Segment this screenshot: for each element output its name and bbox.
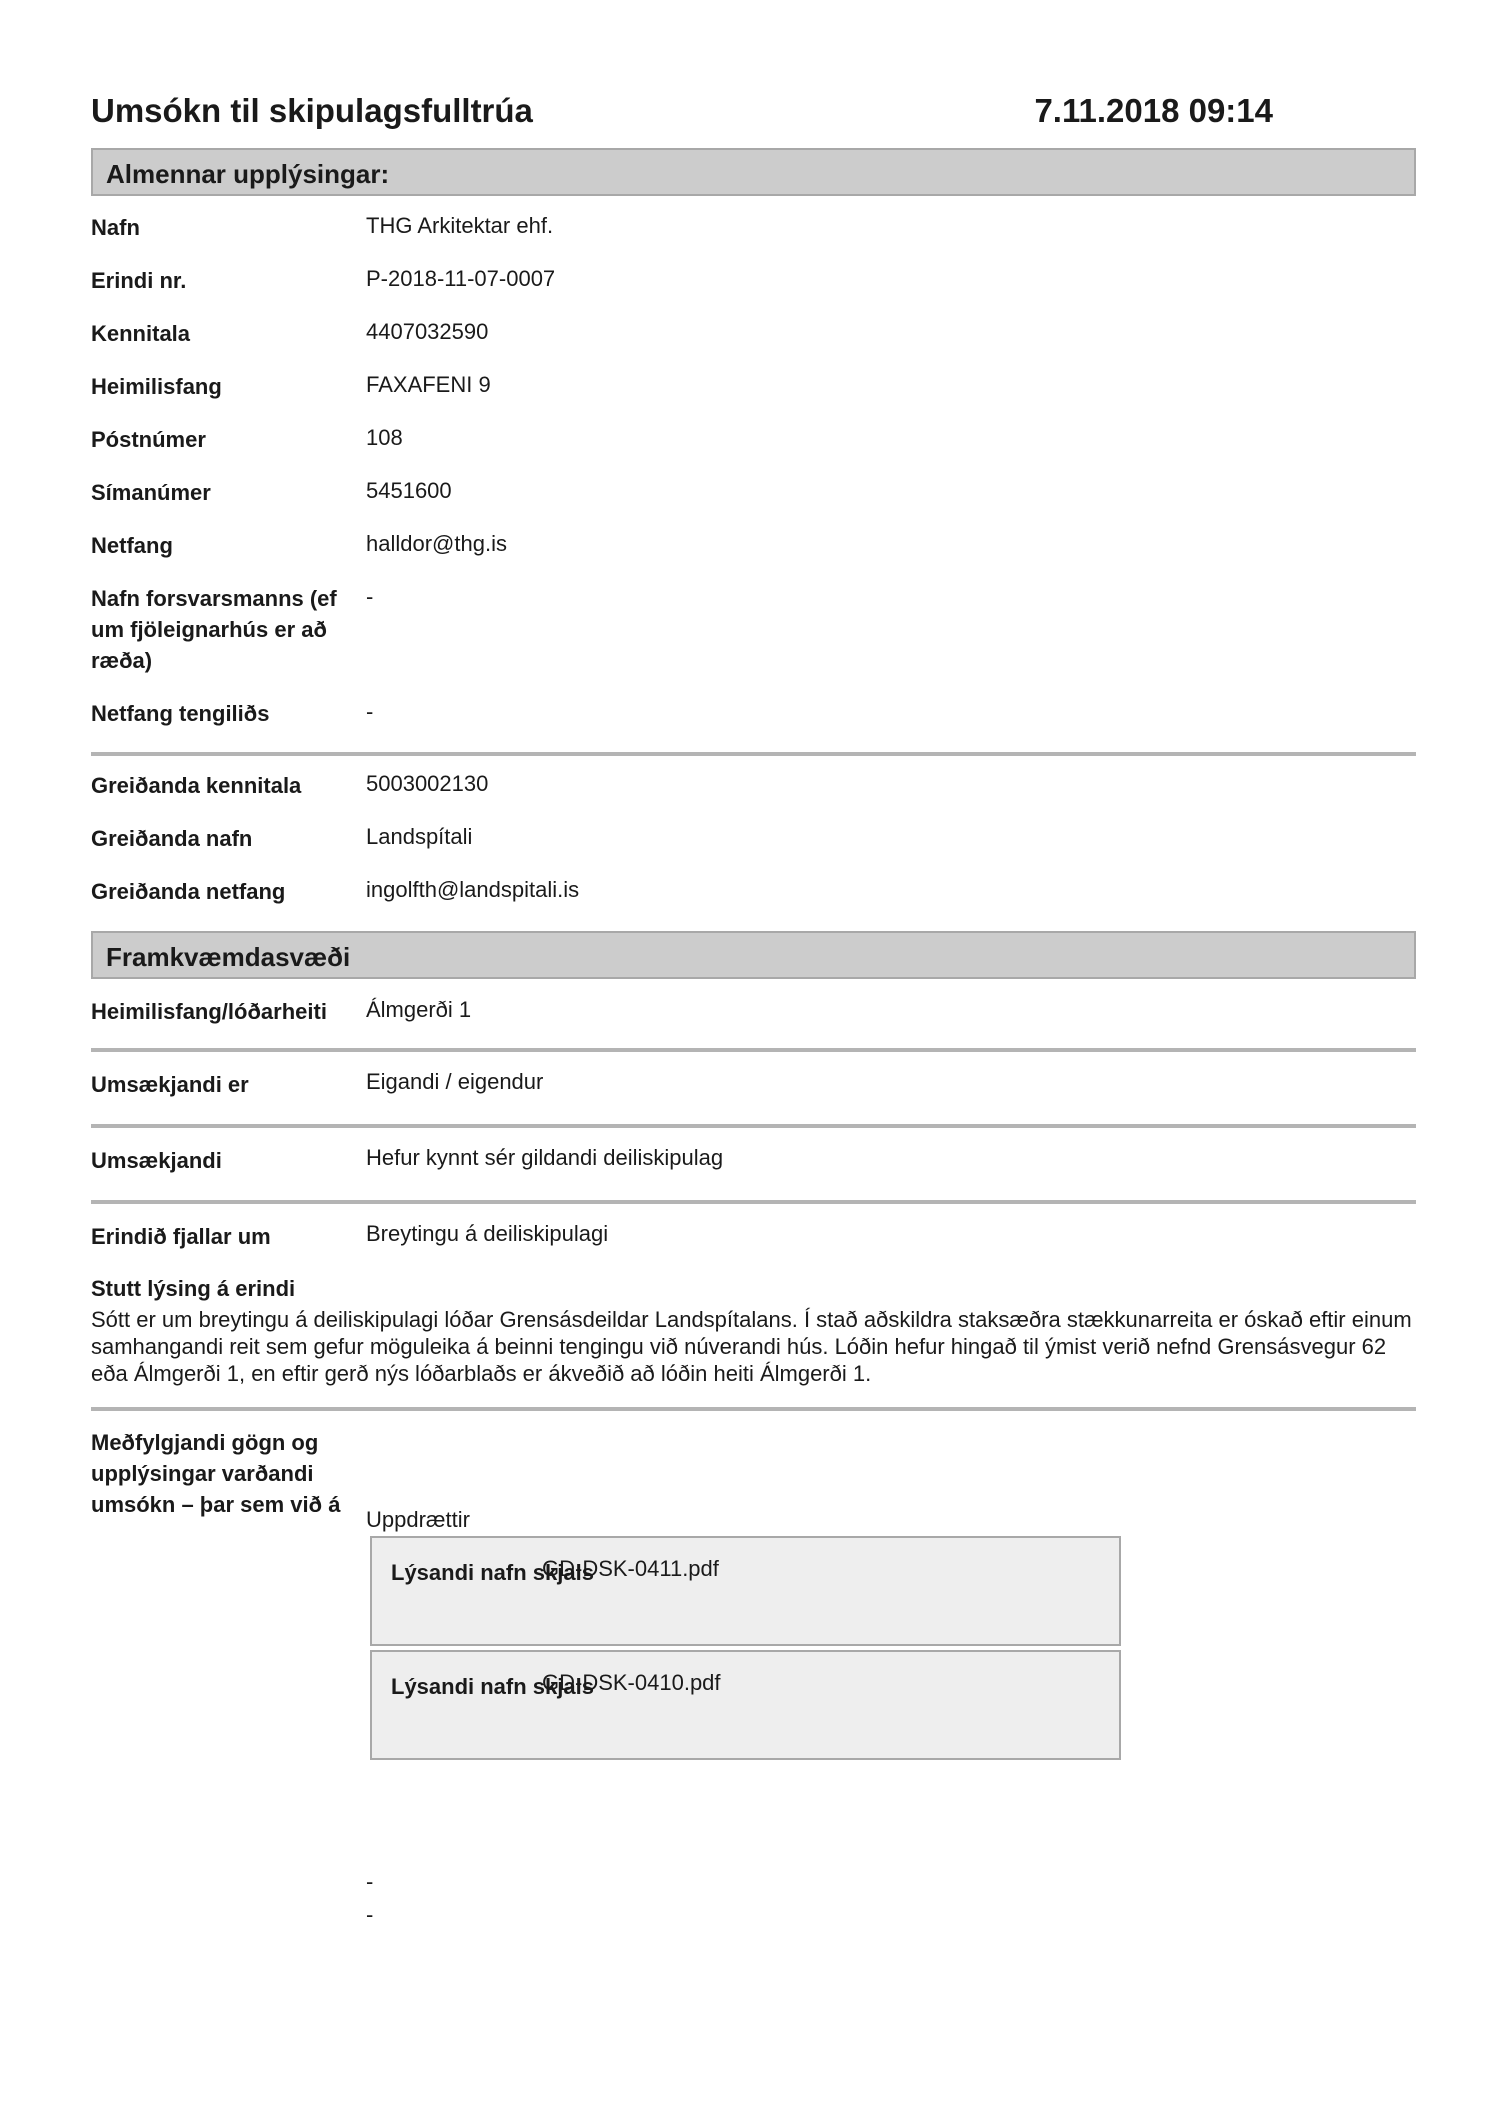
field-label-payer-id: Greiðanda kennitala [91,773,302,798]
field-value-case-number: P-2018-11-07-0007 [366,266,556,291]
field-label-representative: Nafn forsvarsmanns (ef um fjöleignarhús er að ræða) [91,586,337,673]
description-label: Stutt lýsing á erindi [91,1276,296,1301]
document-filename[interactable]: GD-DSK-0410.pdf [542,1670,721,1695]
description-text: Sótt er um breytingu á deiliskipulagi lóðar Grensásdeildar Landspítalans. Í stað aðskildra staksæðra stækkunarreita er óskað eftir einum samhangandi reit sem gefur möguleika á beinni tengingu við núverandi hús. Lóðin hefur hingað til ýmist verið nefnd Grensásvegur 62 eða Álmgerði 1, en eftir gerð nýs lóðarblaðs er ákveðið að lóðin heiti Álmgerði 1. [91,1307,1412,1386]
divider [91,1200,1416,1204]
field-label-case-number: Erindi nr. [91,268,187,293]
document-label: Lýsandi nafn skjals [391,1560,594,1585]
field-value-subject: Breytingu á deiliskipulagi [366,1221,609,1246]
field-label-subject: Erindið fjallar um [91,1224,271,1249]
field-label-payer-name: Greiðanda nafn [91,826,253,851]
field-label-contact-email: Netfang tengiliðs [91,701,270,726]
field-label-id-number: Kennitala [91,321,191,346]
field-label-name: Nafn [91,215,140,240]
field-label-payer-email: Greiðanda netfang [91,879,286,904]
field-label-applicant-is: Umsækjandi er [91,1072,249,1097]
field-value-representative: - [366,584,374,609]
field-value-address: FAXAFENI 9 [366,372,491,397]
field-value-site-address: Álmgerði 1 [366,997,472,1022]
field-label-site-address: Heimilisfang/lóðarheiti [91,999,327,1024]
document-filename[interactable]: GD-DSK-0411.pdf [542,1556,719,1581]
field-value-email: halldor@thg.is [366,531,507,556]
field-value-applicant: Hefur kynnt sér gildandi deiliskipulag [366,1145,724,1170]
section-header-project [91,931,1416,979]
section-title-general: Almennar upplýsingar: [106,159,390,189]
field-value-id-number: 4407032590 [366,319,489,344]
page-header [91,92,1273,140]
divider [91,1124,1416,1128]
section-title-project: Framkvæmdasvæði [106,942,351,972]
attachments-extra-value: - [366,1902,374,1927]
document-label: Lýsandi nafn skjals [391,1674,594,1699]
field-value-contact-email: - [366,699,374,724]
document-card [370,1536,1121,1646]
page-title: Umsókn til skipulagsfulltrúa [91,92,533,129]
page-datetime: 7.11.2018 09:14 [1034,92,1273,129]
document-card [370,1650,1121,1760]
attachments-group-title: Uppdrættir [366,1507,470,1532]
field-value-phone: 5451600 [366,478,452,503]
field-label-address: Heimilisfang [91,374,222,399]
divider [91,752,1416,756]
field-label-email: Netfang [91,533,173,558]
field-value-name: THG Arkitektar ehf. [366,213,554,238]
field-value-payer-id: 5003002130 [366,771,489,796]
field-label-applicant: Umsækjandi [91,1148,222,1173]
field-value-postcode: 108 [366,425,403,450]
field-value-payer-name: Landspítali [366,824,473,849]
attachments-extra-value: - [366,1869,374,1894]
divider [91,1407,1416,1411]
field-value-payer-email: ingolfth@landspitali.is [366,877,580,902]
field-label-phone: Símanúmer [91,480,211,505]
field-value-applicant-is: Eigandi / eigendur [366,1069,544,1094]
attachments-label: Meðfylgjandi gögn og upplýsingar varðandi umsókn – þar sem við á [91,1430,341,1517]
divider [91,1048,1416,1052]
section-header-general [91,148,1416,196]
field-label-postcode: Póstnúmer [91,427,206,452]
